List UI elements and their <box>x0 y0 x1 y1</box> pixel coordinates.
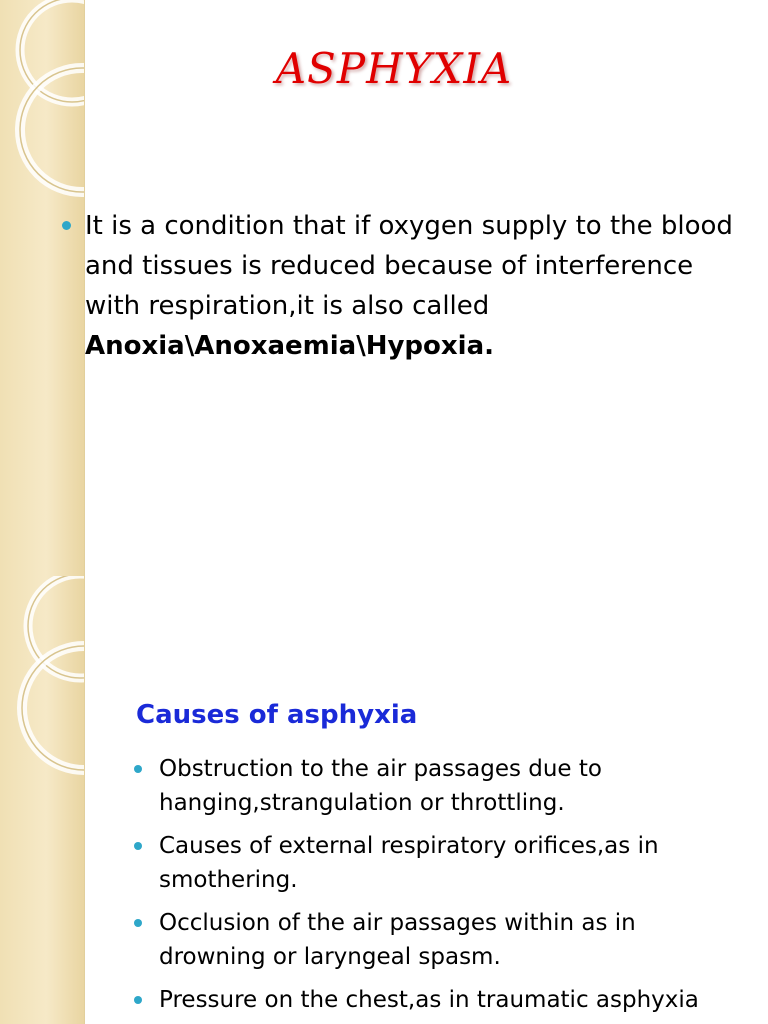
slide-title: ASPHYXIA <box>275 44 513 93</box>
definition-text: It is a condition that if oxygen supply to the blood and tissues is reduced because of interference with respiration,it is also called <box>85 211 733 321</box>
bullet-icon <box>62 221 71 230</box>
bullet-icon <box>134 842 142 850</box>
list-item: Obstruction to the air passages due to hanging,strangulation or throttling. <box>159 756 602 816</box>
definition-paragraph <box>85 206 745 366</box>
bullet-icon <box>134 765 142 773</box>
bullet-icon <box>134 996 142 1004</box>
list-item: Pressure on the chest,as in traumatic asphyxia <box>159 987 699 1013</box>
synonyms-text: Anoxia\Anoxaemia\Hypoxia <box>85 331 485 361</box>
decorative-side-band <box>0 576 85 1024</box>
section-heading: Causes of asphyxia <box>136 700 418 730</box>
decorative-rings-icon <box>0 576 84 1024</box>
list-item: Causes of external respiratory orifices,as in smothering. <box>159 833 659 893</box>
synonyms-period: . <box>484 331 495 361</box>
bullet-icon <box>134 919 142 927</box>
list-item: Occlusion of the air passages within as in drowning or laryngeal spasm. <box>159 910 636 970</box>
